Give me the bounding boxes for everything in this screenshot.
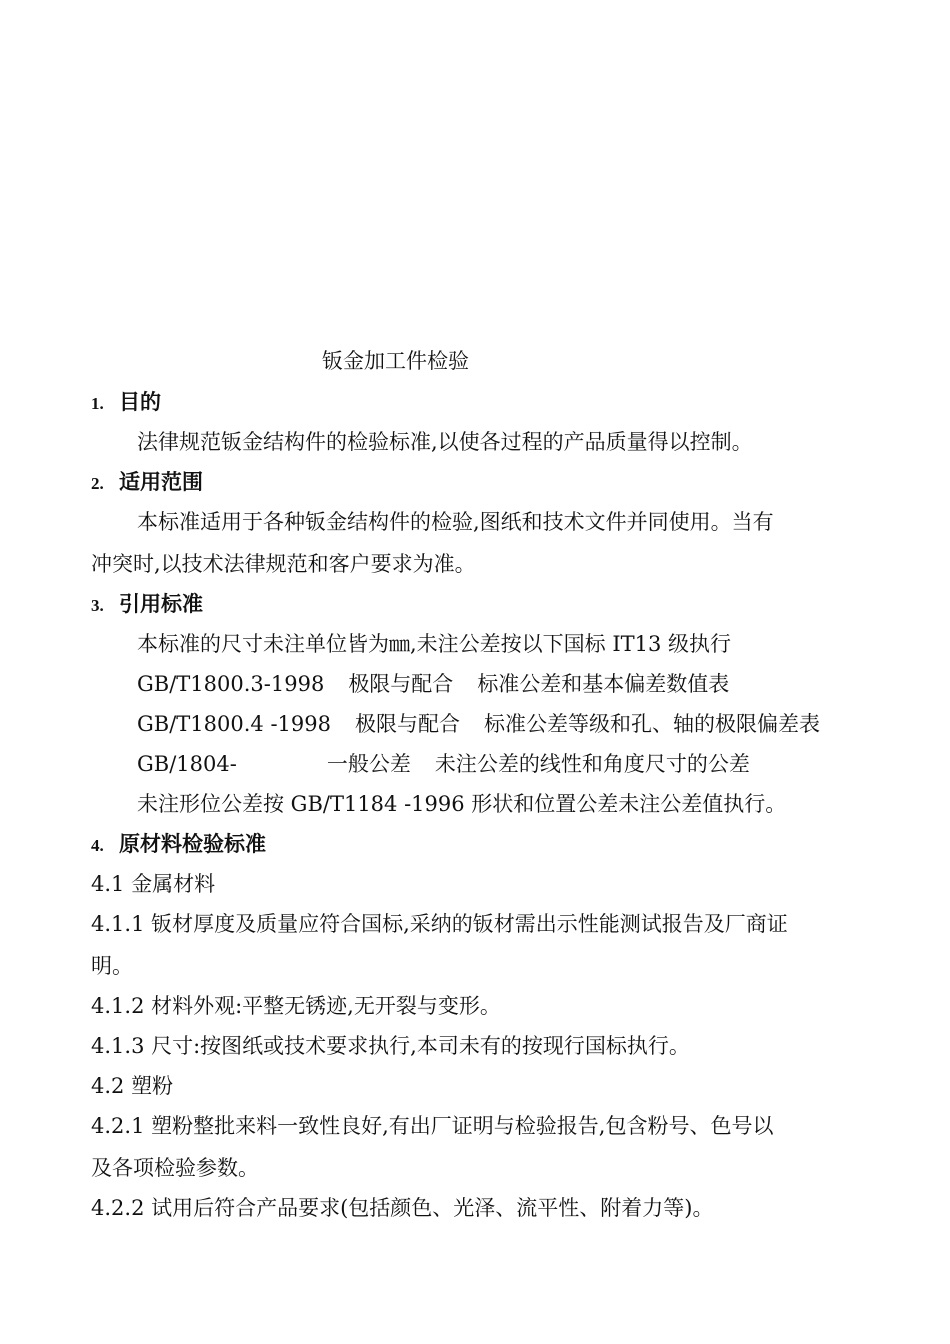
section-4-heading <box>91 830 266 860</box>
item-4-1-2: 4.1.2 材料外观:平整无锈迹,无开裂与变形。 <box>91 994 501 1018</box>
section-title: 引用标准 <box>119 592 203 616</box>
section-1-heading <box>91 388 161 418</box>
reference-name: 极限与配合 <box>354 712 460 736</box>
reference-line-4: 未注形位公差按 GB/T1184 -1996 形状和位置公差未注公差值执行。 <box>137 792 787 816</box>
section-3-heading <box>91 590 203 620</box>
item-4-2-1-line-1: 4.2.1 塑粉整批来料一致性良好,有出厂证明与检验报告,包含粉号、色号以 <box>91 1114 774 1138</box>
reference-desc: 标准公差和基本偏差数值表 <box>477 672 730 696</box>
reference-line-2 <box>137 710 820 738</box>
section-title: 适用范围 <box>119 470 203 494</box>
section-number: 3. <box>91 596 104 615</box>
item-4-2-2: 4.2.2 试用后符合产品要求(包括颜色、光泽、流平性、附着力等)。 <box>91 1196 714 1220</box>
item-4-1-1-line-1: 4.1.1 钣材厚度及质量应符合国标,采纳的钣材需出示性能测试报告及厂商证 <box>91 912 788 936</box>
section-3-text: 本标准的尺寸未注单位皆为㎜,未注公差按以下国标 IT13 级执行 <box>137 632 732 656</box>
reference-code: GB/1804- <box>137 752 237 776</box>
section-title: 原材料检验标准 <box>119 832 266 856</box>
section-1-text: 法律规范钣金结构件的检验标准,以使各过程的产品质量得以控制。 <box>137 430 753 454</box>
item-4-1-3: 4.1.3 尺寸:按图纸或技术要求执行,本司未有的按现行国标执行。 <box>91 1034 690 1058</box>
section-2-heading <box>91 468 203 498</box>
item-4-2-1-line-2: 及各项检验参数。 <box>91 1156 259 1180</box>
section-number: 1. <box>91 394 104 413</box>
reference-desc: 未注公差的线性和角度尺寸的公差 <box>434 752 750 776</box>
page-title: 钣金加工件检验 <box>322 349 469 373</box>
subsection-4-2: 4.2 塑粉 <box>91 1074 174 1098</box>
item-4-1-1-line-2: 明。 <box>91 954 133 978</box>
section-2-text-line-2: 冲突时,以技术法律规范和客户要求为准。 <box>91 552 476 576</box>
section-2-text-line-1: 本标准适用于各种钣金结构件的检验,图纸和技术文件并同使用。当有 <box>137 510 774 534</box>
reference-name: 一般公差 <box>326 752 411 776</box>
section-number: 2. <box>91 474 104 493</box>
reference-code: GB/T1800.3-1998 <box>137 672 325 696</box>
section-title: 目的 <box>119 390 161 414</box>
reference-name: 极限与配合 <box>348 672 454 696</box>
reference-code: GB/T1800.4 -1998 <box>137 712 331 736</box>
subsection-4-1: 4.1 金属材料 <box>91 872 216 896</box>
reference-desc: 标准公差等级和孔、轴的极限偏差表 <box>483 712 820 736</box>
reference-line-1 <box>137 670 729 698</box>
reference-line-3 <box>137 750 750 778</box>
section-number: 4. <box>91 836 104 855</box>
